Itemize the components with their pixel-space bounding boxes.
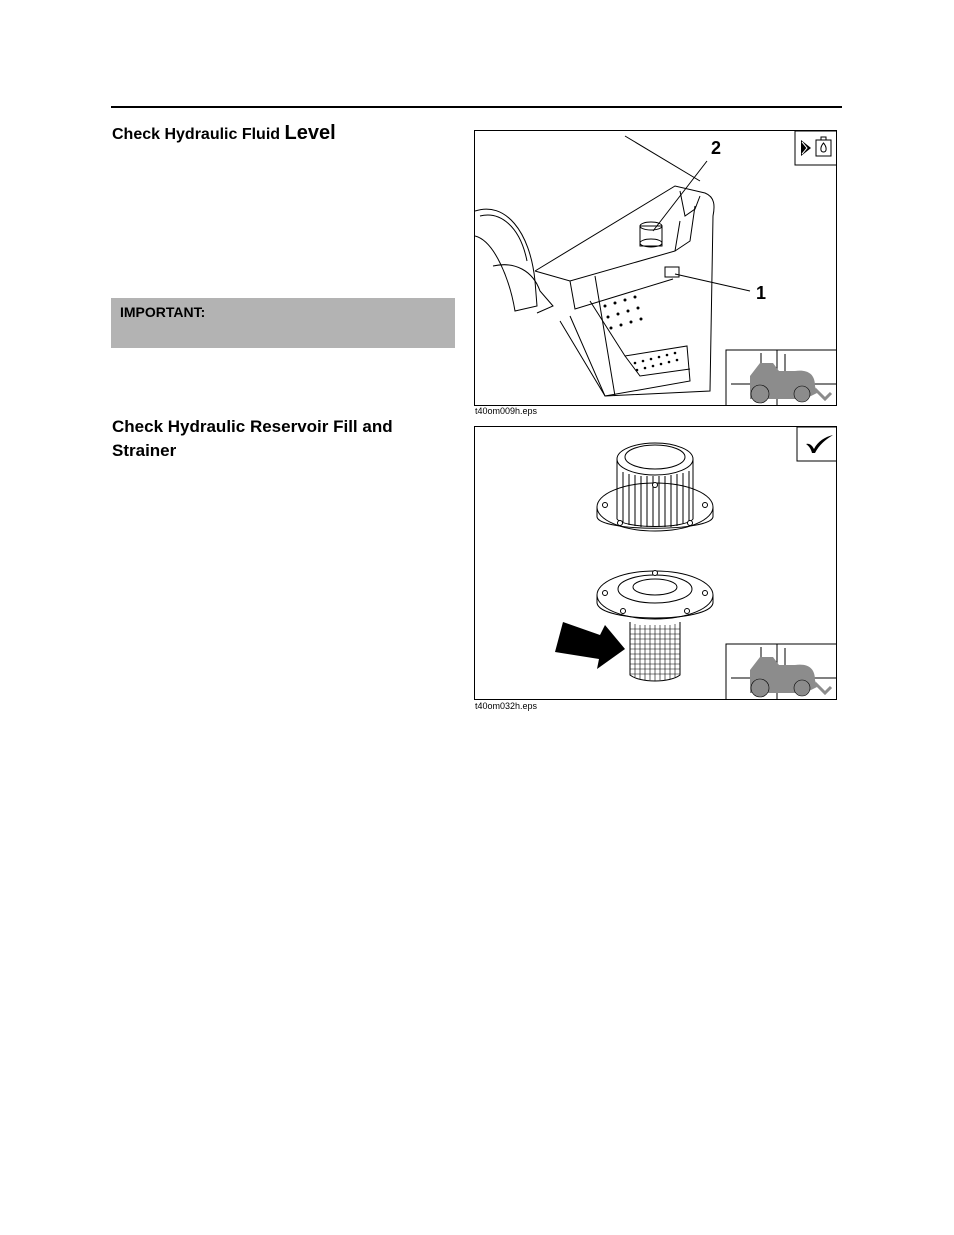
play-and-oil-drop-icon [795,131,837,165]
header-rule [111,106,842,108]
tractor-silhouette-icon [726,644,837,700]
tractor-silhouette-icon [726,350,837,406]
hydraulic-tank-illustration [475,131,837,406]
section-title-main: Check Hydraulic Fluid [112,126,285,143]
figure-strainer [474,426,837,700]
important-label: IMPORTANT: [120,304,206,320]
section-title-fluid-level [112,121,336,147]
callout-2: 2 [711,138,722,158]
important-notice [111,298,455,348]
strainer-illustration [475,427,837,700]
arrow-icon [555,622,625,669]
checkmark-icon [797,427,837,461]
figure1-caption: t40om009h.eps [475,406,538,416]
figure-hydraulic-tank [474,130,837,406]
section-title-reservoir-strainer: Check Hydraulic Reservoir Fill and Strainer [112,417,393,460]
callout-1: 1 [756,283,767,303]
figure2-caption: t40om032h.eps [475,701,538,711]
section-title-level: Level [284,122,336,144]
